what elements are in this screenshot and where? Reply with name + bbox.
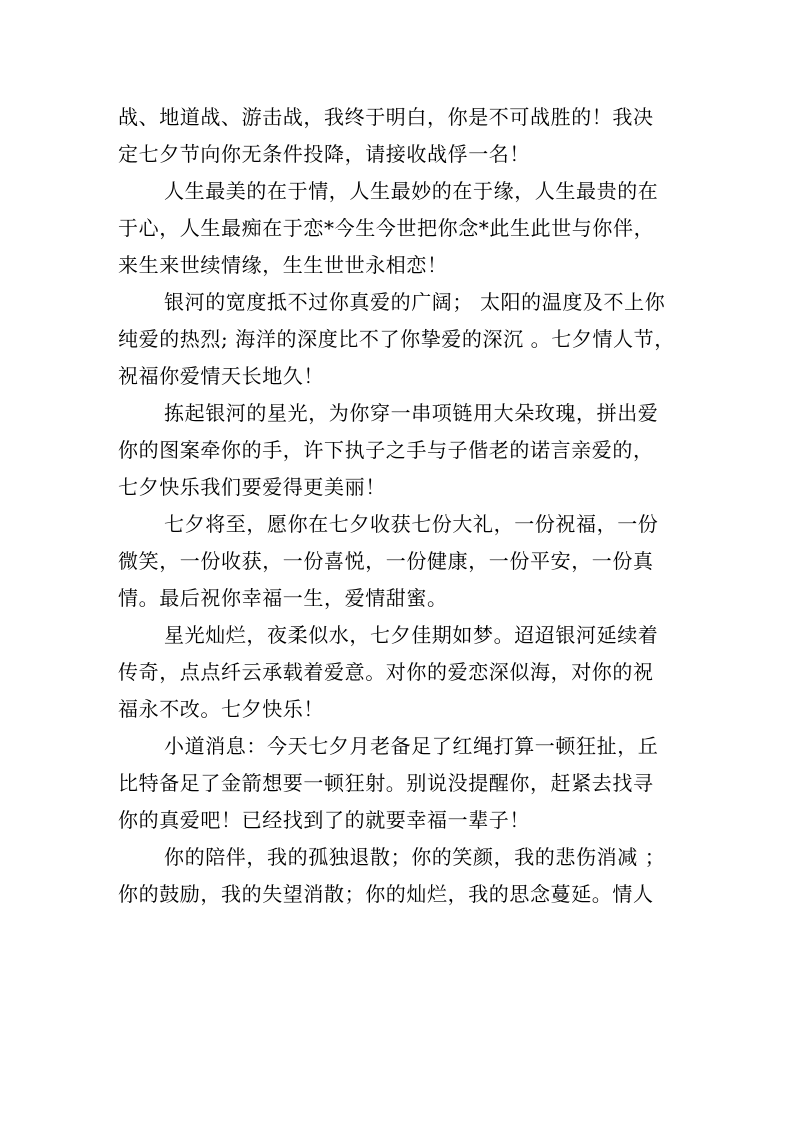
text-line: 银河的宽度抵不过你真爱的广阔； 太阳的温度及不上你 [164, 290, 666, 314]
text-line: 于心，人生最痴在于恋*今生今世把你念*此生此世与你伴， [118, 216, 655, 240]
text-line: 你的真爱吧！已经找到了的就要幸福一辈子！ [118, 808, 530, 832]
paragraph [118, 99, 678, 173]
paragraph [118, 173, 678, 284]
text-line: 七夕将至，愿你在七夕收获七份大礼，一份祝福，一份 [164, 512, 659, 536]
text-line: 拣起银河的星光，为你穿一串项链用大朵玫瑰，拼出爱 [164, 401, 659, 425]
text-line: 福永不改。七夕快乐！ [118, 697, 324, 721]
text-line: 定七夕节向你无条件投降，请接收战俘一名！ [118, 142, 530, 166]
paragraph [118, 395, 678, 506]
text-line: 微笑，一份收获，一份喜悦，一份健康，一份平安，一份真 [118, 549, 654, 573]
paragraph [118, 617, 678, 728]
paragraph [118, 284, 678, 395]
text-line: 战、地道战、游击战，我终于明白，你是不可战胜的！我决 [118, 105, 654, 129]
text-line: 来生来世续情缘，生生世世永相恋！ [118, 253, 448, 277]
paragraph [118, 506, 678, 617]
text-line: 祝福你爱情天长地久！ [118, 364, 324, 388]
text-line: 星光灿烂，夜柔似水，七夕佳期如梦。迢迢银河延续着 [164, 623, 659, 647]
text-line: 小道消息：今天七夕月老备足了红绳打算一顿狂扯，丘 [164, 734, 659, 758]
text-line: 传奇，点点纤云承载着爱意。对你的爱恋深似海，对你的祝 [118, 660, 654, 684]
text-line: 你的鼓励，我的失望消散；你的灿烂，我的思念蔓延。情人 [118, 882, 654, 906]
text-line: 纯爱的热烈; 海洋的深度比不了你挚爱的深沉 。七夕情人节， [118, 327, 675, 351]
text-line: 情。最后祝你幸福一生，爱情甜蜜。 [118, 586, 448, 610]
paragraph [118, 728, 678, 839]
text-line: 七夕快乐我们要爱得更美丽！ [118, 475, 386, 499]
text-line: 你的图案牵你的手，许下执子之手与子偕老的诺言亲爱的， [118, 438, 654, 462]
body-text [118, 99, 678, 913]
text-line: 比特备足了金箭想要一顿狂射。别说没提醒你，赶紧去找寻 [118, 771, 654, 795]
text-line: 人生最美的在于情，人生最妙的在于缘，人生最贵的在 [164, 179, 659, 203]
paragraph [118, 839, 678, 913]
text-line: 你的陪伴，我的孤独退散；你的笑颜，我的悲伤消减 ； [164, 845, 666, 869]
